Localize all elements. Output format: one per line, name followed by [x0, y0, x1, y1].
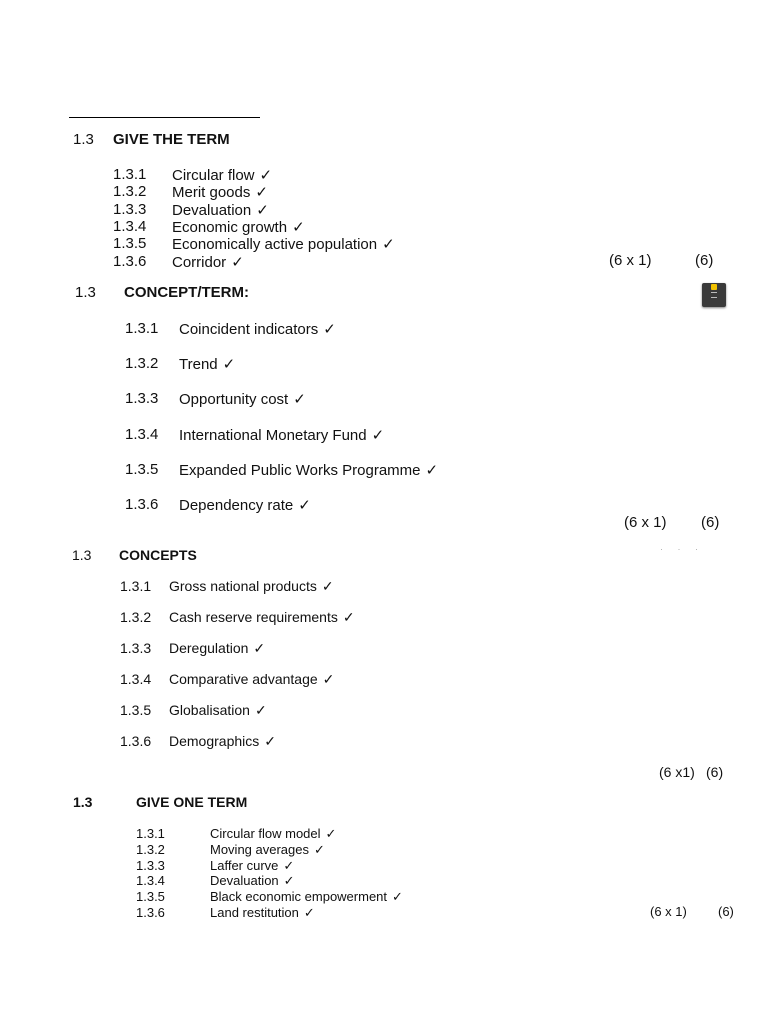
checkmark-icon: ✓ [293, 391, 306, 408]
checkmark-icon: ✓ [292, 219, 305, 236]
item-code: 1.3.5 [125, 461, 159, 478]
faint-marks: · · · [660, 544, 704, 554]
checkmark-icon: ✓ [322, 671, 335, 687]
item-text: Laffer curve [210, 858, 279, 873]
item-text: Devaluation [172, 202, 252, 219]
checkmark-icon: ✓ [255, 184, 268, 201]
item-label [210, 842, 325, 858]
checkmark-icon: ✓ [382, 236, 395, 253]
item-label [179, 390, 306, 408]
item-label [179, 320, 336, 338]
sticky-note-icon[interactable] [702, 283, 726, 307]
item-text: Moving averages [210, 842, 309, 857]
section-number: 1.3 [73, 131, 94, 148]
item-label [172, 166, 272, 184]
item-text: Trend [179, 356, 218, 373]
section-number: 1.3 [72, 547, 92, 563]
checkmark-icon: ✓ [325, 826, 337, 841]
item-label [172, 218, 305, 236]
item-text: International Monetary Fund [179, 427, 367, 444]
item-code: 1.3.6 [120, 733, 152, 749]
checkmark-icon: ✓ [298, 497, 311, 514]
checkmark-icon: ✓ [283, 858, 295, 873]
item-code: 1.3.5 [120, 702, 152, 718]
item-code: 1.3.1 [120, 578, 152, 594]
item-code: 1.3.1 [125, 320, 159, 337]
checkmark-icon: ✓ [371, 427, 385, 444]
marks-total: (6) [695, 252, 714, 269]
marks-allocation: (6 x 1) [609, 252, 652, 269]
item-text: Deregulation [169, 640, 249, 656]
marks-allocation: (6 x1) [659, 764, 695, 780]
item-label [179, 426, 384, 444]
item-text: Coincident indicators [179, 321, 319, 338]
item-text: Black economic empowerment [210, 889, 388, 904]
item-code: 1.3.1 [113, 166, 147, 183]
item-text: Comparative advantage [169, 671, 318, 687]
item-text: Dependency rate [179, 497, 294, 514]
section-title: GIVE THE TERM [113, 131, 230, 148]
checkmark-icon: ✓ [392, 889, 403, 904]
item-label [172, 253, 244, 271]
item-label [172, 183, 268, 201]
item-code: 1.3.4 [113, 218, 147, 235]
item-label [172, 235, 395, 253]
checkmark-icon: ✓ [259, 167, 273, 184]
checkmark-icon: ✓ [425, 462, 439, 479]
item-label [172, 201, 269, 219]
item-code: 1.3.6 [125, 496, 159, 513]
item-text: Corridor [172, 254, 227, 271]
item-label [169, 578, 334, 595]
checkmark-icon: ✓ [283, 873, 295, 888]
item-text: Circular flow model [210, 826, 321, 841]
item-label [169, 609, 355, 626]
checkmark-icon: ✓ [222, 356, 236, 373]
checkmark-icon: ✓ [303, 905, 315, 920]
marks-allocation: (6 x 1) [650, 904, 687, 919]
item-code: 1.3.2 [125, 355, 159, 372]
top-rule [69, 117, 260, 118]
checkmark-icon: ✓ [342, 609, 355, 625]
item-text: Opportunity cost [179, 391, 289, 408]
checkmark-icon: ✓ [253, 640, 266, 656]
item-text: Economically active population [172, 236, 378, 253]
item-text: Cash reserve requirements [169, 609, 338, 625]
item-code: 1.3.5 [113, 235, 147, 252]
section-number: 1.3 [75, 284, 96, 301]
section-title: GIVE ONE TERM [136, 794, 248, 810]
item-code: 1.3.4 [120, 671, 152, 687]
item-text: Gross national products [169, 578, 317, 594]
section-title: CONCEPTS [119, 547, 197, 563]
item-label [210, 858, 294, 874]
section-number: 1.3 [73, 794, 93, 810]
item-code: 1.3.3 [125, 390, 159, 407]
item-code: 1.3.3 [113, 201, 147, 218]
item-text: Expanded Public Works Programme [179, 462, 421, 479]
marks-total: (6) [701, 514, 720, 531]
item-text: Devaluation [210, 873, 279, 888]
item-text: Economic growth [172, 219, 288, 236]
item-code: 1.3.6 [113, 253, 147, 270]
item-label [210, 905, 315, 921]
item-code: 1.3.1 [136, 826, 165, 841]
item-text: Globalisation [169, 702, 250, 718]
checkmark-icon: ✓ [323, 321, 336, 338]
item-code: 1.3.2 [136, 842, 165, 857]
checkmark-icon: ✓ [254, 702, 267, 718]
item-label [169, 671, 334, 688]
item-code: 1.3.3 [136, 858, 165, 873]
item-label [210, 826, 336, 842]
checkmark-icon: ✓ [264, 733, 276, 749]
item-label [179, 355, 235, 373]
item-code: 1.3.2 [113, 183, 147, 200]
item-label [210, 873, 295, 889]
marks-allocation: (6 x 1) [624, 514, 667, 531]
item-code: 1.3.6 [136, 905, 165, 920]
item-label [169, 733, 276, 750]
marks-total: (6) [706, 764, 724, 780]
item-code: 1.3.3 [120, 640, 152, 656]
item-code: 1.3.4 [125, 426, 159, 443]
item-label [179, 496, 311, 514]
item-label [169, 702, 267, 719]
item-label [210, 889, 403, 905]
item-code: 1.3.4 [136, 873, 165, 888]
checkmark-icon: ✓ [314, 842, 325, 857]
item-text: Demographics [169, 733, 260, 749]
item-code: 1.3.2 [120, 609, 152, 625]
item-code: 1.3.5 [136, 889, 165, 904]
checkmark-icon: ✓ [231, 254, 244, 271]
marks-total: (6) [718, 904, 734, 919]
item-text: Circular flow [172, 167, 255, 184]
item-text: Land restitution [210, 905, 299, 920]
item-label [179, 461, 438, 479]
item-label [169, 640, 265, 657]
checkmark-icon: ✓ [321, 578, 334, 594]
item-text: Merit goods [172, 184, 251, 201]
checkmark-icon: ✓ [256, 202, 269, 219]
section-title: CONCEPT/TERM: [124, 284, 249, 301]
